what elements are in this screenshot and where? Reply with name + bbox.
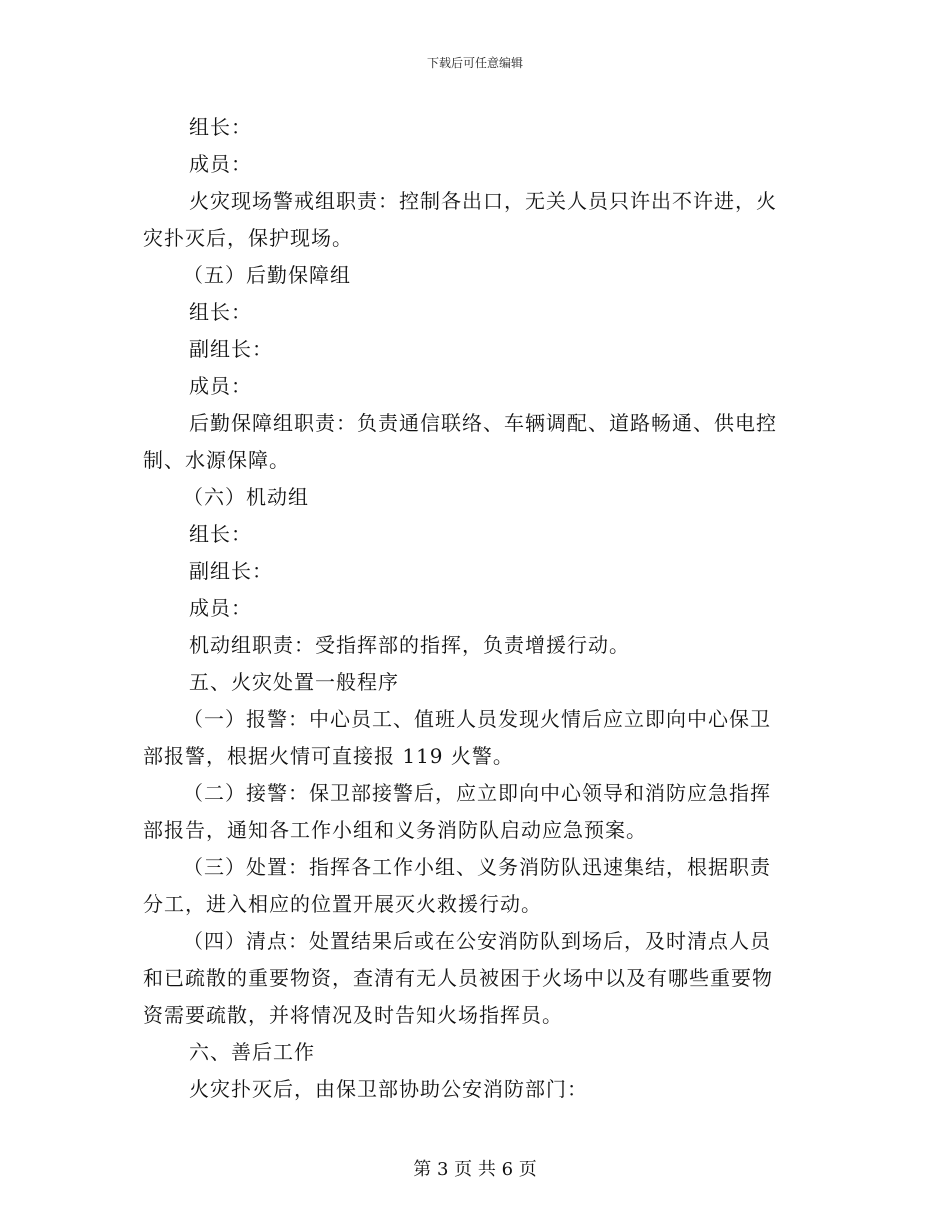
paragraph-line: 副组长： [189,559,273,583]
section-heading: 六、善后工作 [189,1040,315,1064]
document-body [143,109,803,1108]
paragraph-line: （四）清点：处置结果后或在公安消防队到场后，及时清点人员 [183,929,771,953]
section-heading: （六）机动组 [183,485,309,509]
page-header: 下载后可任意编辑 [426,56,523,70]
section-heading: （五）后勤保障组 [183,263,351,287]
paragraph-line: 制、水源保障。 [143,448,290,472]
paragraph-line: 成员： [189,374,252,398]
paragraph-line: （三）处置：指挥各工作小组、义务消防队迅速集结，根据职责 [183,855,771,879]
paragraph-line: 分工，进入相应的位置开展灭火救援行动。 [143,892,542,916]
paragraph-line: 部报警，根据火情可直接报 119 火警。 [143,744,514,768]
paragraph-line: 成员： [189,596,252,620]
paragraph-line: 机动组职责：受指挥部的指挥，负责增援行动。 [189,633,630,657]
paragraph-line: 部报告，通知各工作小组和义务消防队启动应急预案。 [143,818,647,842]
paragraph-line: （二）接警：保卫部接警后，应立即向中心领导和消防应急指挥 [183,781,771,805]
paragraph-line: 资需要疏散，并将情况及时告知火场指挥员。 [143,1003,563,1027]
paragraph-line: 火灾现场警戒组职责：控制各出口，无关人员只许出不许进，火 [189,189,777,213]
section-heading: 五、火灾处置一般程序 [189,670,399,694]
paragraph-line: 和已疏散的重要物资，查清有无人员被困于火场中以及有哪些重要物 [143,966,773,990]
page-number: 第 3 页 共 6 页 [413,1159,537,1180]
paragraph-line: 灾扑灭后，保护现场。 [143,226,353,250]
paragraph-line: 组长： [189,522,252,546]
paragraph-line: 组长： [189,115,252,139]
paragraph-line: 成员： [189,152,252,176]
paragraph-line: （一）报警：中心员工、值班人员发现火情后应立即向中心保卫 [183,707,771,731]
paragraph-line: 副组长： [189,337,273,361]
paragraph-line: 组长： [189,300,252,324]
paragraph-line: 火灾扑灭后，由保卫部协助公安消防部门： [189,1077,588,1101]
paragraph-line: 后勤保障组职责：负责通信联络、车辆调配、道路畅通、供电控 [189,411,777,435]
